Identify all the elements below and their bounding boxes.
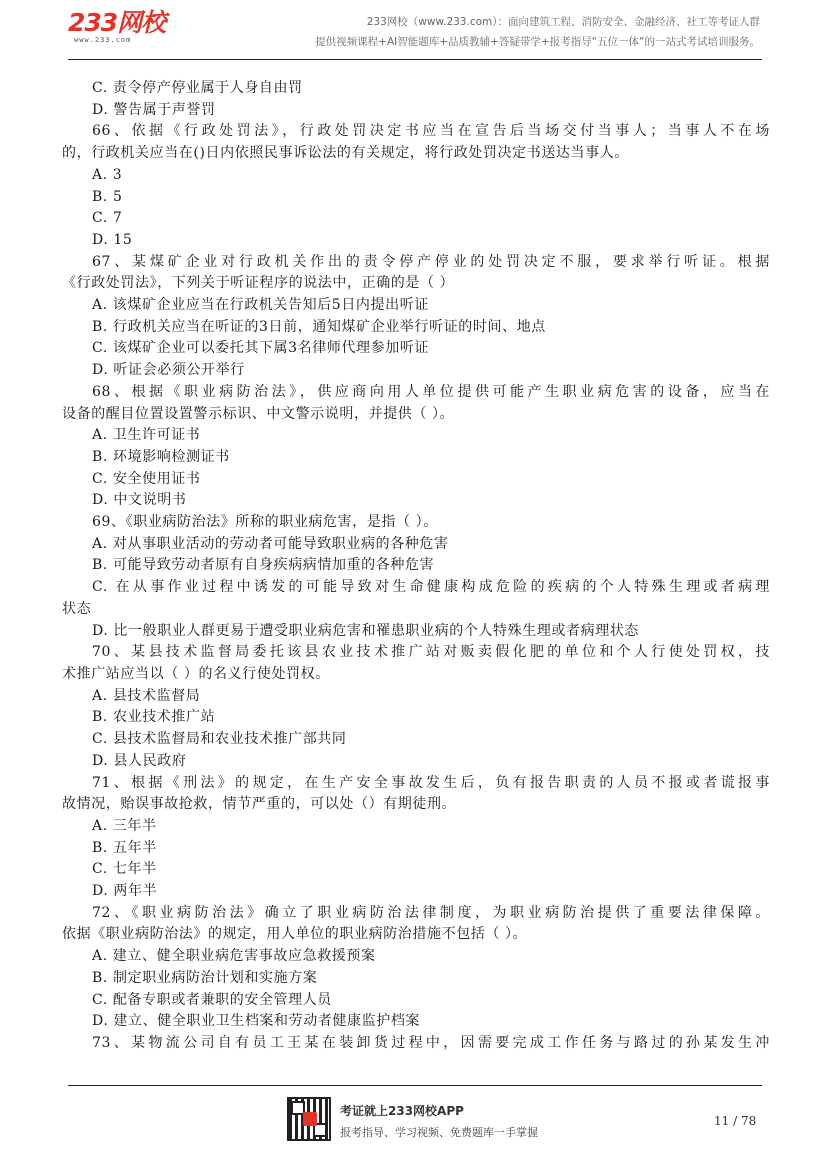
footer-app-title: 考证就上233网校APP (340, 1104, 464, 1118)
text-line: B. 行政机关应当在听证的3日前，通知煤矿企业举行听证的时间、地点 (92, 318, 546, 335)
text-line: 的，行政机关应当在()日内依照民事诉讼法的有关规定，将行政处罚决定书送达当事人。 (62, 145, 629, 162)
text-line: B. 可能导致劳动者原有自身疾病病情加重的各种危害 (92, 557, 435, 574)
text-line: C. 责令停产停业属于人身自由罚 (92, 80, 303, 96)
text-line: 67、某煤矿企业对行政机关作出的责令停产停业的处罚决定不服，要求举行听证。根据 (92, 253, 770, 270)
text-line: D. 听证会必须公开举行 (92, 362, 245, 379)
text-line: B. 五年半 (92, 839, 157, 856)
text-line: C. 配备专职或者兼职的安全管理人员 (92, 991, 332, 1008)
footer-app-subtitle: 报考指导、学习视频、免费题库一手掌握 (340, 1126, 538, 1139)
text-line: A. 对从事职业活动的劳动者可能导致职业病的各种危害 (92, 535, 449, 552)
text-line: 设备的醒目位置设置警示标识、中文警示说明，并提供（ ）。 (62, 405, 455, 422)
header-slogan (315, 12, 760, 52)
slogan-line-1: 233网校（www.233.com）：面向建筑工程、消防安全、金融经济、社工等考证人群 (366, 16, 760, 28)
text-line: B. 制定职业病防治计划和实施方案 (92, 969, 318, 986)
text-line: C. 在从事作业过程中诱发的可能导致对生命健康构成危险的疾病的个人特殊生理或者病理 (92, 579, 770, 596)
text-line: 71、根据《刑法》的规定，在生产安全事故发生后，负有报告职责的人员不报或者谎报事 (92, 774, 770, 791)
logo-text: 233网校 (68, 8, 166, 37)
text-line: A. 县技术监督局 (92, 687, 201, 704)
text-line: 依据《职业病防治法》的规定，用人单位的职业病防治措施不包括（ ）。 (62, 926, 528, 943)
text-line: 70、某县技术监督局委托该县农业技术推广站对贩卖假化肥的单位和个人行使处罚权，技 (92, 644, 770, 661)
header-divider (68, 59, 762, 60)
text-line: A. 卫生许可证书 (92, 427, 201, 444)
text-line: D. 警告属于声誉罚 (92, 101, 216, 118)
text-line: A. 该煤矿企业应当在行政机关告知后5日内提出听证 (92, 297, 429, 314)
text-line: D. 15 (92, 231, 133, 248)
text-line: 66、依据《行政处罚法》，行政处罚决定书应当在宣告后当场交付当事人；当事人不在场 (92, 123, 770, 140)
page-number: 11 / 78 (714, 1114, 757, 1128)
text-line: C. 7 (92, 210, 123, 227)
text-line: B. 环境影响检测证书 (92, 448, 230, 465)
text-line: 72、《职业病防治法》确立了职业病防治法律制度，为职业病防治提供了重要法律保障。 (92, 904, 770, 921)
text-line: C. 该煤矿企业可以委托其下属3名律师代理参加听证 (92, 340, 430, 357)
text-line: 73、某物流公司自有员工王某在装卸货过程中，因需要完成工作任务与路过的孙某发生冲 (92, 1034, 770, 1051)
text-line: 《行政处罚法》，下列关于听证程序的说法中，正确的是（ ） (62, 275, 455, 292)
text-line: A. 建立、健全职业病危害事故应急救援预案 (92, 948, 376, 965)
text-line: 状态 (62, 600, 92, 617)
text-line: D. 比一般职业人群更易于遭受职业病危害和罹患职业病的个人特殊生理或者病理状态 (92, 622, 640, 639)
logo-subtext: www.233.com (74, 36, 132, 44)
text-line: C. 安全使用证书 (92, 470, 201, 487)
text-line: B. 5 (92, 188, 123, 205)
text-line: 69、《职业病防治法》所称的职业病危害，是指（ ）。 (92, 514, 438, 531)
qr-logo-badge (303, 1112, 317, 1126)
text-line: D. 中文说明书 (92, 492, 187, 509)
text-line: C. 县技术监督局和农业技术推广部共同 (92, 731, 347, 748)
document-body (62, 78, 770, 1055)
text-line: 68、根据《职业病防治法》，供应商向用人单位提供可能产生职业病危害的设备，应当在 (92, 383, 770, 400)
slogan-line-2: 提供视频课程+AI智能题库+品质教辅+答疑带学+报考指导“五位一体”的一站式考试培训服务。 (315, 36, 760, 48)
text-line: D. 县人民政府 (92, 752, 187, 769)
page-header (0, 0, 830, 62)
text-line: 故情况，贻误事故抢救，情节严重的，可以处（）有期徒刑。 (62, 796, 457, 813)
text-line: 术推广站应当以（ ）的名义行使处罚权。 (62, 665, 330, 682)
text-line: C. 七年半 (92, 861, 157, 878)
text-line: A. 3 (92, 166, 123, 183)
text-line: B. 农业技术推广站 (92, 709, 216, 726)
text-line: D. 两年半 (92, 883, 158, 900)
text-line: D. 建立、健全职业卫生档案和劳动者健康监护档案 (92, 1013, 421, 1030)
text-line: A. 三年半 (92, 817, 157, 834)
footer-divider (68, 1085, 762, 1086)
logo (68, 10, 165, 45)
